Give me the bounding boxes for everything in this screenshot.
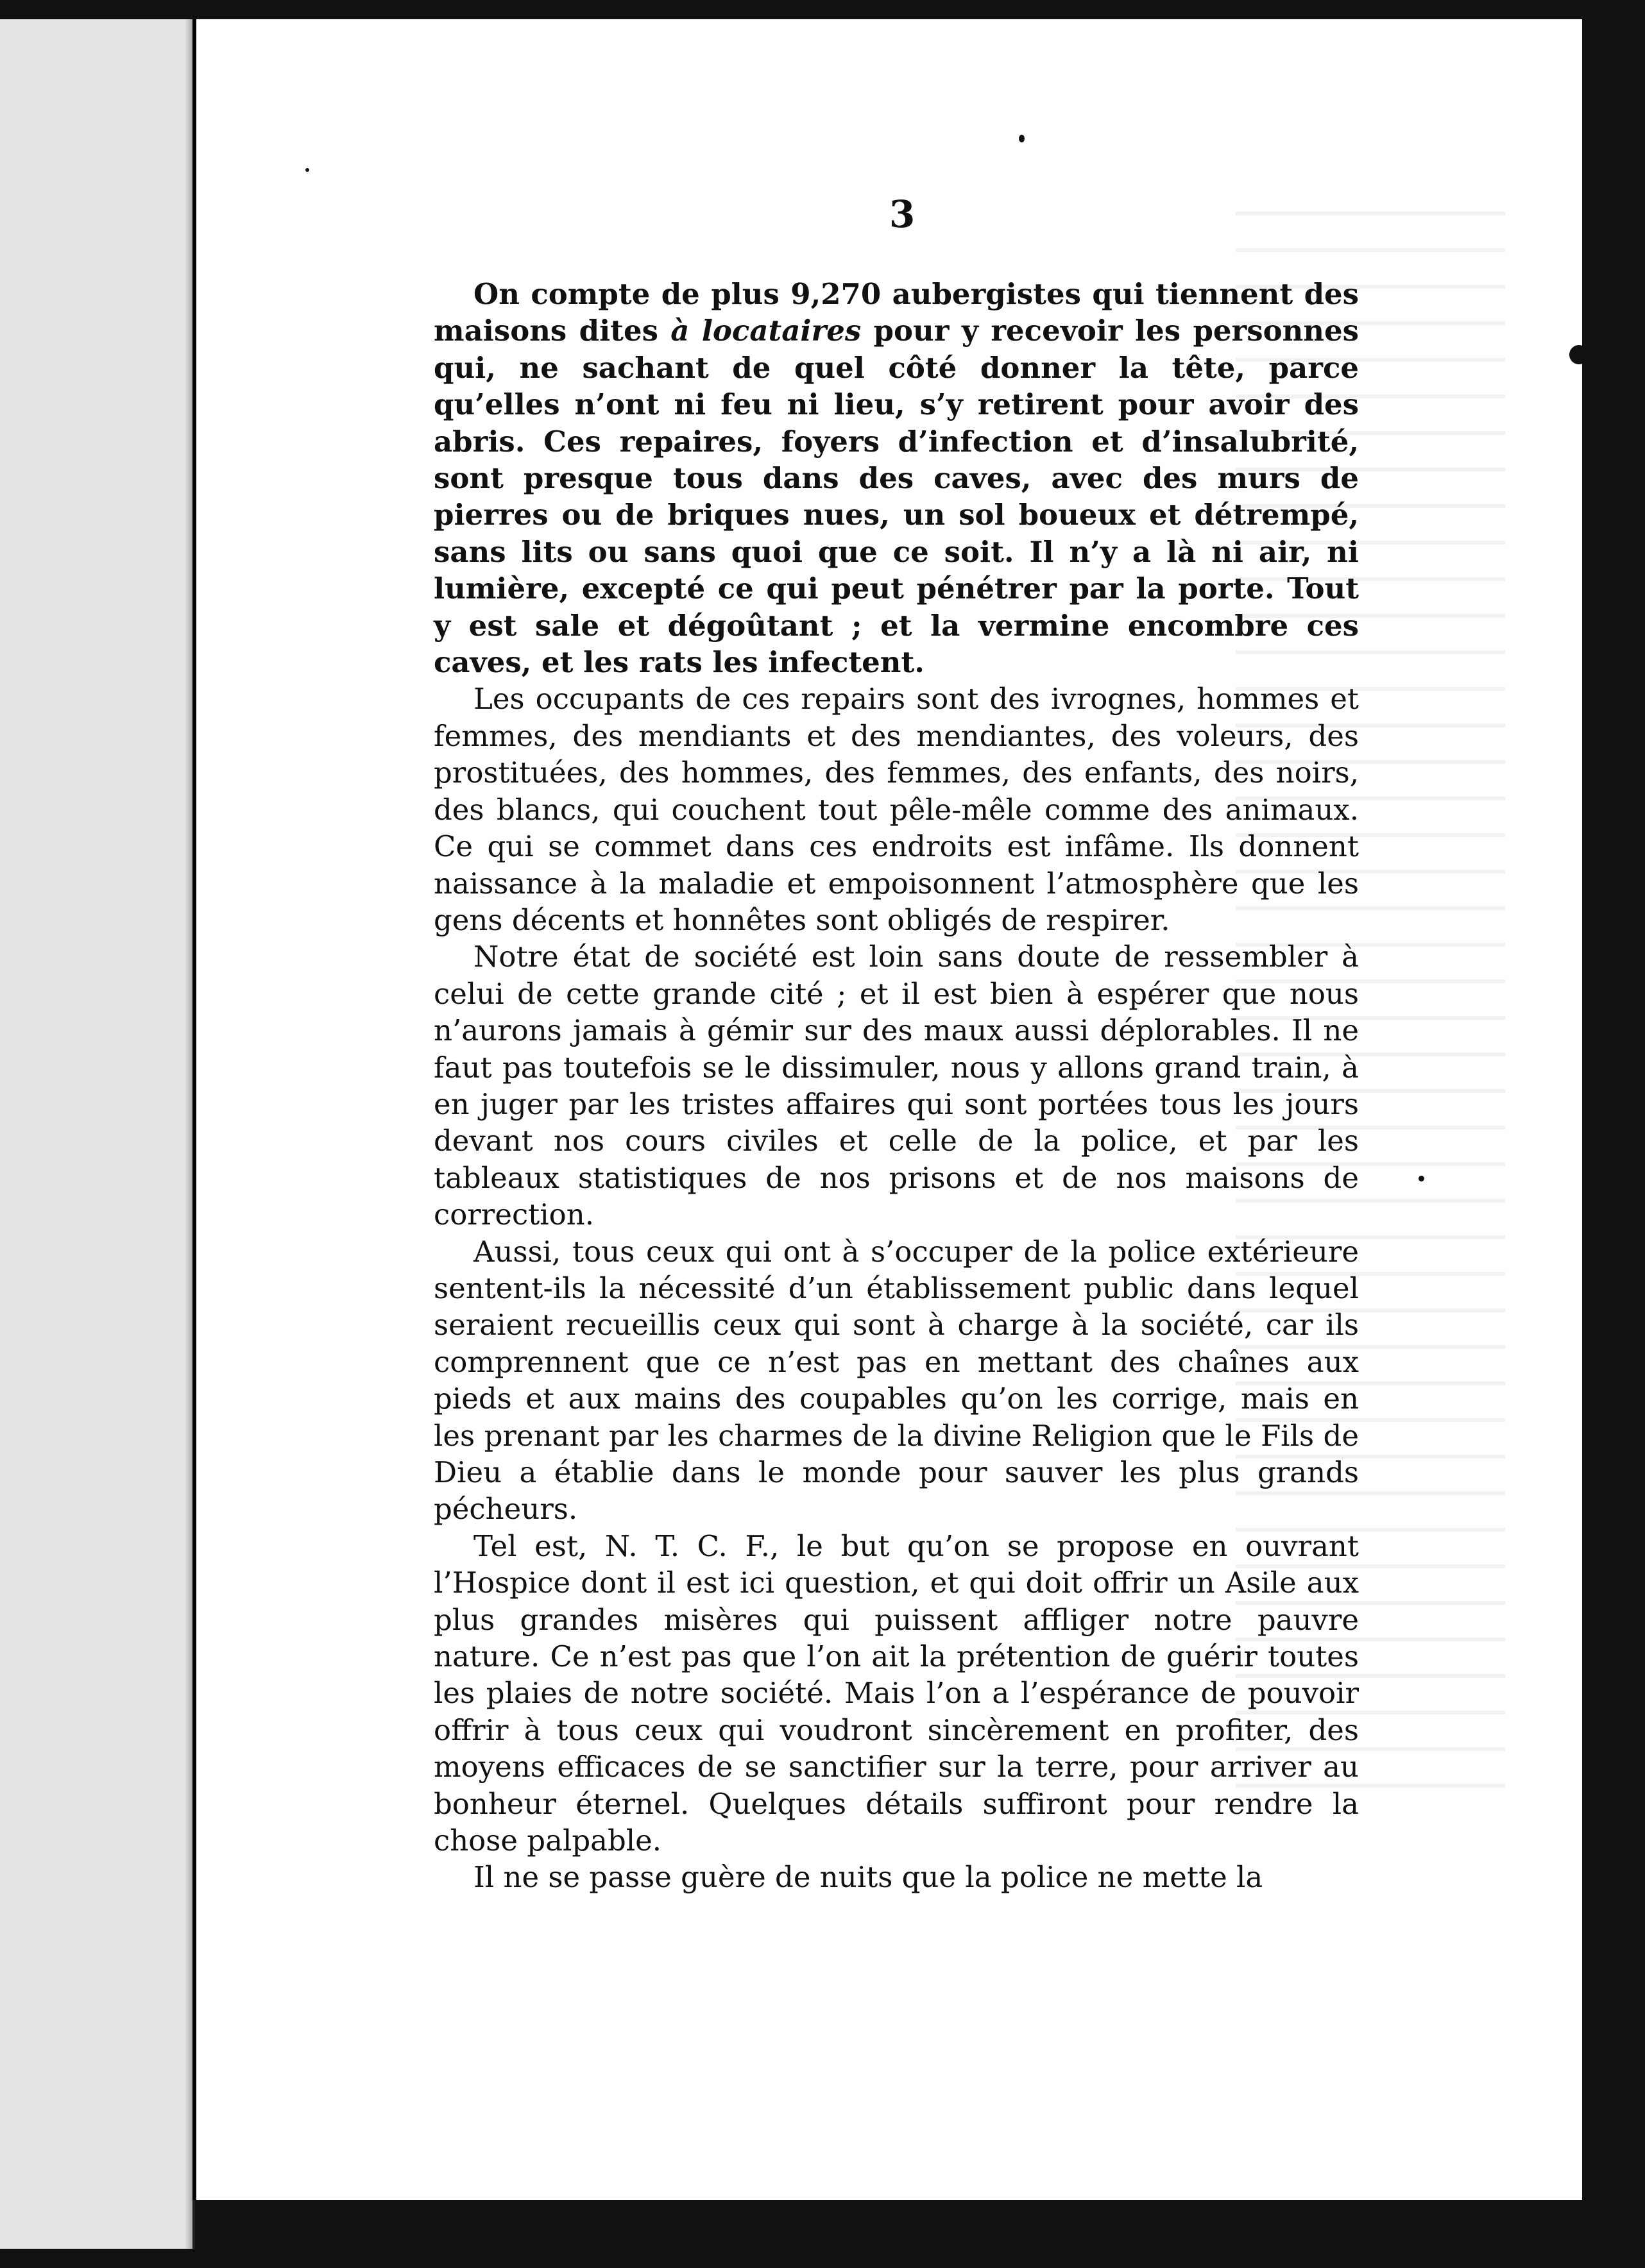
paragraph-1 [434,276,1359,681]
paragraph-6: Il ne se passe guère de nuits que la police ne mette la [473,1860,1263,1895]
paragraph-4: Aussi, tous ceux qui ont à s’occuper de la police extérieure sentent-ils la nécessité d’un établissement public dans lequel seraient recueillis ceux qui sont à charge à la société, car ils comprennent que ce n’est pas en mettant des chaînes aux pieds et aux mains des coupables qu’on les corrige, mais en les prenant par les charmes de la divine Religion que le Fils de Dieu a établie dans le monde pour sauver les plus grands pécheurs. [434,1234,1359,1527]
ink-speck [1569,345,1589,364]
page-number: 3 [889,192,916,236]
facing-page-left [0,19,195,2249]
paragraph-5: Tel est, N. T. C. F., le but qu’on se propose en ouvrant l’Hospice dont il est ici question, et qui doit offrir un Asile aux plus grandes misères qui puissent affliger notre pauvre nature. Ce n’est pas que l’on ait la prétention de guérir toutes les plaies de notre société. Mais l’on a l’espérance de pouvoir offrir à tous ceux qui voudront sincèrement en profiter, des moyens efficaces de se sanctifier sur la terre, pour arriver au bonheur éternel. Quelques détails suffiront pour rendre la chose palpable. [434,1528,1359,1858]
document-page [192,19,1582,2200]
ink-speck [1019,135,1025,142]
ink-speck [305,168,309,172]
paragraph-2: Les occupants de ces repairs sont des ivrognes, hommes et femmes, des mendiants et des mendiantes, des voleurs, des prostituées, des hommes, des femmes, des enfants, des noirs, des blancs, qui couchent tout pêle-mêle comme des animaux. Ce qui se commet dans ces endroits est infâme. Ils donnent naissance à la maladie et empoisonnent l’atmosphère que les gens décents et honnêtes sont obligés de respirer. [434,682,1359,937]
paragraph-1-start: On compte de plus 9,270 aubergistes qui tiennent des maisons dites [434,277,1359,348]
paragraph-3: Notre état de société est loin sans doute de ressembler à celui de cette grande cité ; et il est bien à espérer que nous n’aurons jamais à gémir sur des maux aussi déplorables. Il ne faut pas toutefois se le dissimuler, nous y allons grand train, à en juger par les tristes affaires qui sont portées tous les jours devant nos cours civiles et celle de la police, et par les tableaux statistiques de nos prisons et de nos maisons de correction. [434,940,1359,1232]
ink-speck [1419,1176,1424,1181]
page-gutter-shadow [185,19,192,2249]
paragraph-1-emphasis: à locataires [670,314,862,348]
paragraph-1-rest: pour y recevoir les personnes qui, ne sachant de quel côté donner la tête, parce qu’elles n’ont ni feu ni lieu, s’y retirent pour avoir des abris. Ces repaires, foyers d’infection et d’insalubrité, sont presque tous dans des caves, avec des murs de pierres ou de briques nues, un sol boueux et détrempé, sans lits ou sans quoi que ce soit. Il n’y a là ni air, ni lumière, excepté ce qui peut pénétrer par la porte. Tout y est sale et dégoûtant ; et la vermine encombre ces caves, et les rats les infectent. [434,314,1359,680]
page-text-body [434,276,1359,1896]
